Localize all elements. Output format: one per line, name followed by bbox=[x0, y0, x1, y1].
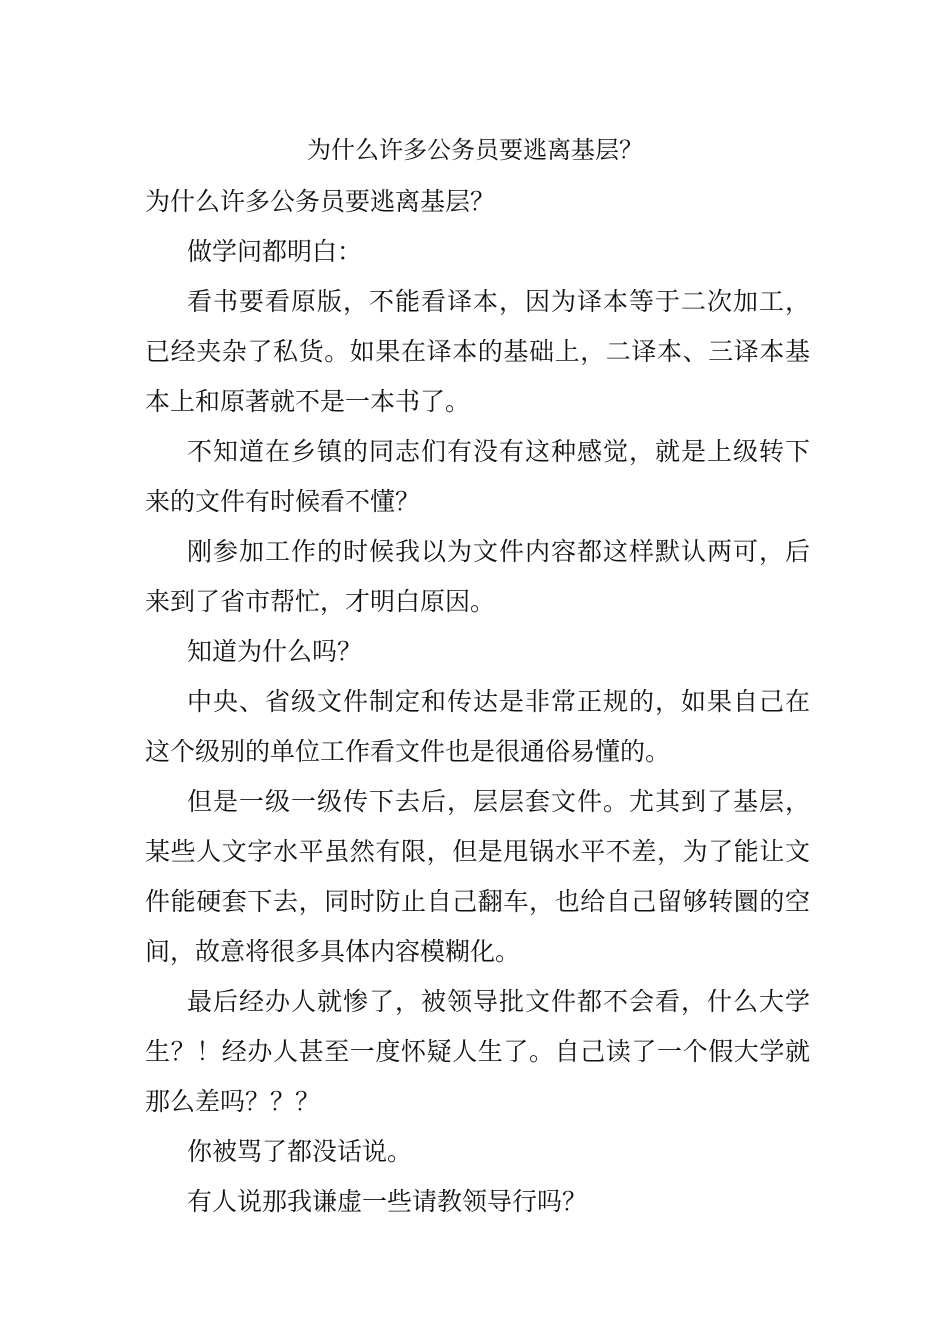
paragraph: 中央、省级文件制定和传达是非常正规的，如果自己在这个级别的单位工作看文件也是很通俗易懂的。 bbox=[145, 687, 810, 766]
paragraph: 有人说那我谦虚一些请教领导行吗？ bbox=[187, 1187, 588, 1216]
paragraph: 做学问都明白： bbox=[187, 237, 363, 266]
paragraph: 最后经办人就惨了，被领导批文件都不会看，什么大学生？！经办人甚至一度怀疑人生了。自己读了一个假大学就那么差吗？？？ bbox=[145, 987, 810, 1116]
paragraph: 但是一级一级传下去后，层层套文件。尤其到了基层，某些人文字水平虽然有限，但是甩锅水平不差，为了能让文件能硬套下去，同时防止自己翻车，也给自己留够转圜的空间，故意将很多具体内容模糊化。 bbox=[145, 787, 810, 966]
paragraph: 知道为什么吗？ bbox=[187, 637, 363, 666]
document-title: 为什么许多公务员要逃离基层？ bbox=[307, 136, 643, 164]
document-body bbox=[145, 177, 810, 1227]
paragraph: 为什么许多公务员要逃离基层？ bbox=[145, 187, 496, 216]
paragraph: 你被骂了都没话说。 bbox=[187, 1137, 413, 1166]
paragraph: 刚参加工作的时候我以为文件内容都这样默认两可，后来到了省市帮忙，才明白原因。 bbox=[145, 537, 810, 616]
paragraph: 不知道在乡镇的同志们有没有这种感觉，就是上级转下来的文件有时候看不懂？ bbox=[145, 437, 810, 516]
paragraph: 看书要看原版，不能看译本，因为译本等于二次加工，已经夹杂了私货。如果在译本的基础上，二译本、三译本基本上和原著就不是一本书了。 bbox=[145, 287, 810, 416]
